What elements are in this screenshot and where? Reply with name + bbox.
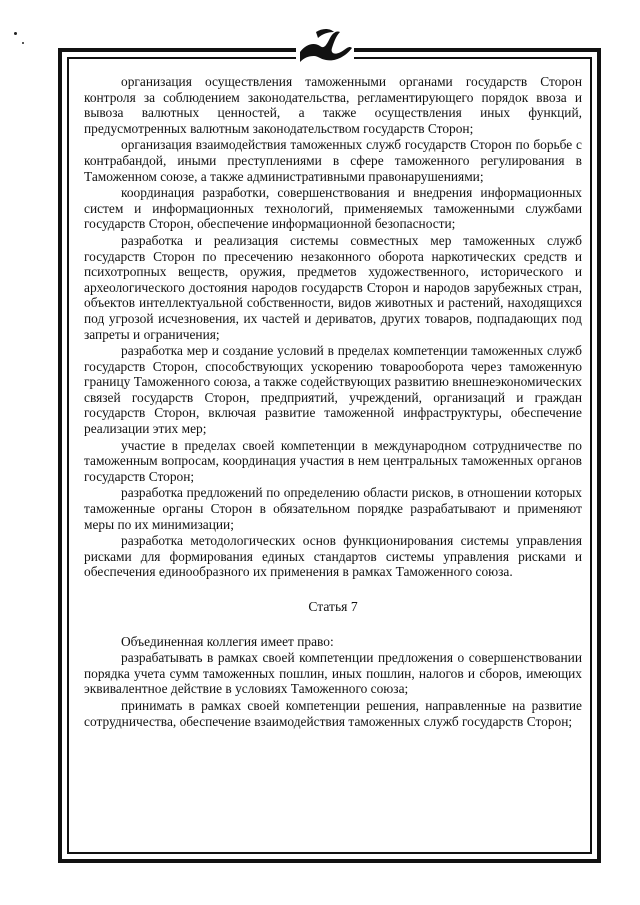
article-heading: Статья 7: [308, 599, 358, 614]
list-item: разработка мер и создание условий в пределах компетенции таможенных служб государств Сторон, способствующих ускорению товарооборота через таможенную границу Таможенного союза, а также содействующих развитию внешнеэкономических связей государств Сторон, предприятий, учреждений, организаций и граждан государств Сторон, включая развитие таможенной инфраструктуры, обеспечение реализации этих мер;: [84, 343, 582, 437]
list-item: координация разработки, совершенствования и внедрения информационных систем и информационных технологий, применяемых таможенными службами государств Сторон, обеспечение информационной безопасности;: [84, 185, 582, 232]
scan-speck: [14, 32, 17, 35]
list-item: разрабатывать в рамках своей компетенции предложения о совершенствовании порядка учета сумм таможенных пошлин, иных пошлин, налогов и сборов, имеющих эквивалентное действие в условиях Таможенного союза;: [84, 650, 582, 697]
list-item: организация взаимодействия таможенных служб государств Сторон по борьбе с контрабандой, иными преступлениями в сфере таможенного регулирования в Таможенном союзе, а также административными правонарушениями;: [84, 137, 582, 184]
emblem-icon: [296, 22, 354, 72]
list-item: разработка и реализация системы совместных мер таможенных служб государств Сторон по пресечению незаконного оборота наркотических средств и психотропных веществ, оружия, предметов художественного, исторического и археологического достояния народов государств Сторон и народов зарубежных стран, объектов интеллектуальной собственности, видов животных и растений, находящихся под угрозой исчезновения, их частей и дериватов, других товаров, подпадающих под запреты и ограничения;: [84, 232, 582, 342]
article-lead: Объединенная коллегия имеет право:: [121, 633, 334, 649]
list-item: разработка предложений по определению области рисков, в отношении которых таможенные органы Сторон в обязательном порядке разрабатывают и применяют меры по их минимизации;: [84, 485, 582, 532]
list-item: разработка методологических основ функционирования системы управления рисками для формирования единых стандартов системы управления рисками и обеспечения единообразного их применения в рамках Таможенного союза.: [84, 533, 582, 580]
document-body: [84, 74, 582, 730]
list-item: принимать в рамках своей компетенции решения, направленные на развитие сотрудничества, обеспечение взаимодействия таможенных служб государств Сторон;: [84, 697, 582, 729]
scan-speck: [22, 42, 24, 44]
list-item: организация осуществления таможенными органами государств Сторон контроля за соблюдением законодательства, регламентирующего порядок ввоза и вывоза валютных ценностей, а также осуществления иных функций, предусмотренных валютным законодательством государств Сторон;: [84, 74, 582, 136]
list-item: участие в пределах своей компетенции в международном сотрудничестве по таможенным вопросам, координация участия в нем центральных таможенных органов государств Сторон;: [84, 437, 582, 484]
